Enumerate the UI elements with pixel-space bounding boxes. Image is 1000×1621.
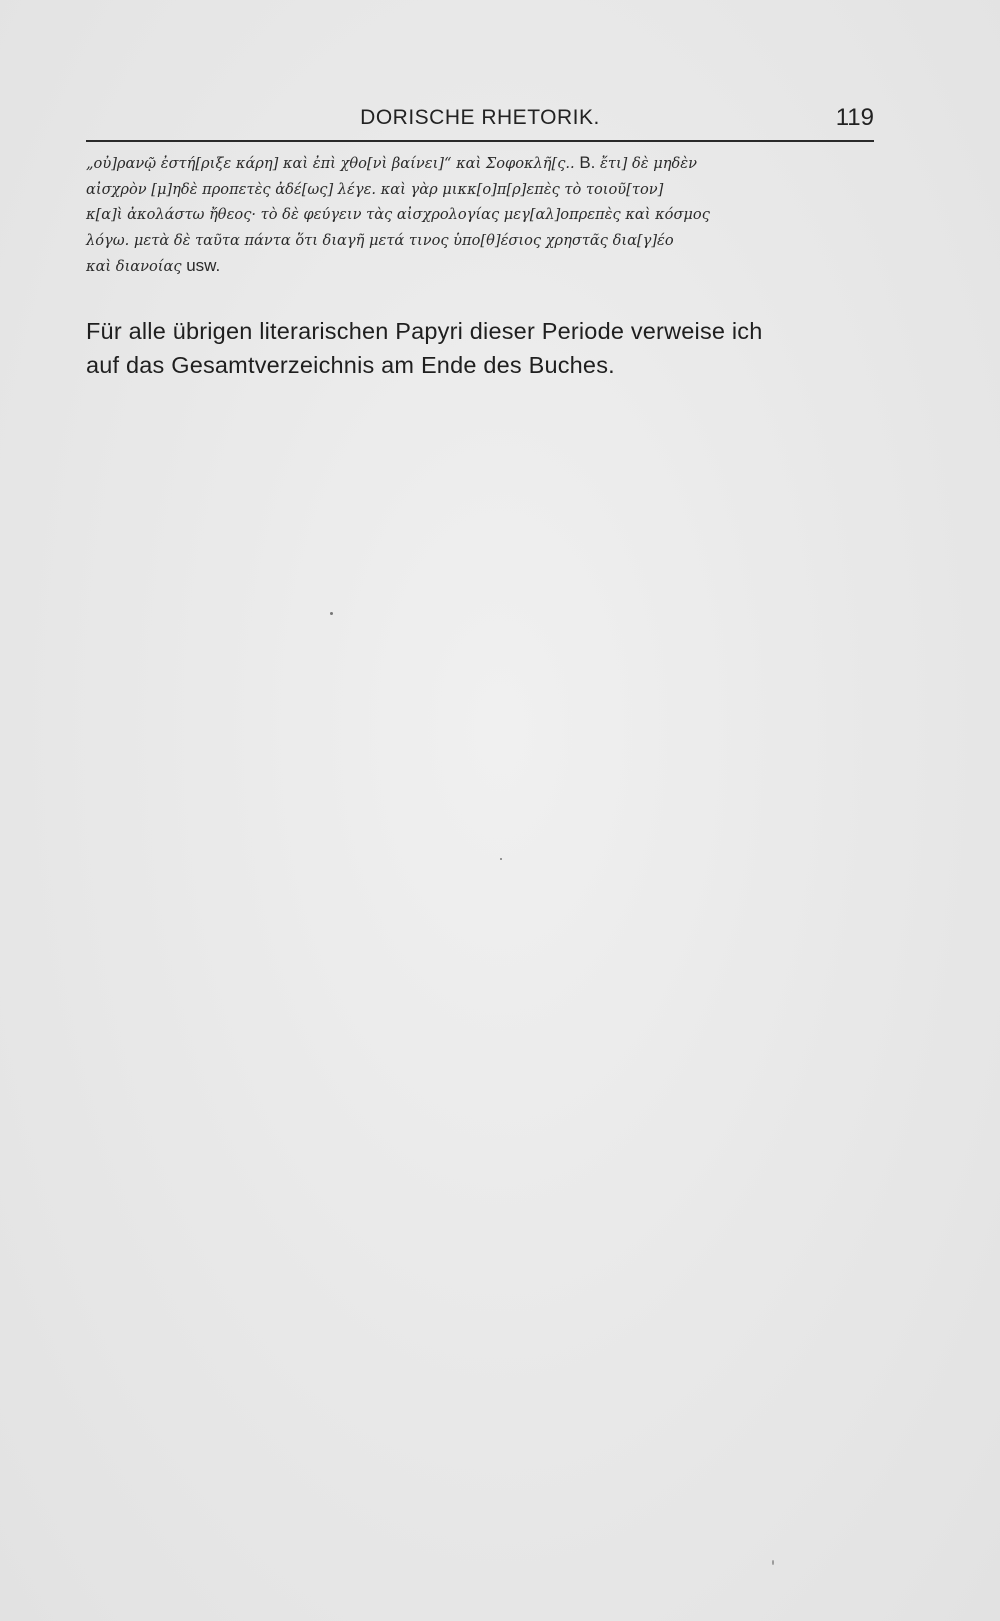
page-header	[86, 106, 874, 140]
greek-text: αἰσχρὸν [μ]ηδὲ προπετὲς ἀδέ[ως] λέγε. καὶ γὰρ μικκ[ο]π[ρ]επὲς τὸ τοιοῦ[τον]	[86, 180, 664, 198]
header-rule	[86, 140, 874, 142]
greek-line-1	[86, 150, 876, 177]
greek-line-4	[86, 228, 876, 254]
greek-text: ἔτι] δὲ μηδὲν	[595, 155, 697, 172]
paper-speck	[772, 1560, 774, 1565]
greek-text: καὶ διανοίας	[86, 258, 187, 275]
greek-line-2	[86, 177, 876, 203]
greek-quotation	[86, 150, 876, 280]
german-paragraph	[86, 314, 876, 382]
greek-line-5	[86, 253, 876, 280]
paper-speck	[330, 612, 333, 615]
greek-text: „οὐ]ρανῷ ἐστή[ριξε κάρη] καὶ ἐπὶ χθο[νὶ βαίνει]“ καὶ Σοφοκλῆ[ς..	[86, 155, 580, 172]
page-number: 119	[835, 104, 874, 131]
greek-text: λόγω. μετὰ δὲ ταῦτα πάντα ὅτι διαγῆ μετά τινος ὑπο[θ]έσιος χρηστᾶς δια[γ]έο	[86, 231, 674, 249]
running-title: DORISCHE RHETORIK.	[360, 106, 600, 129]
paper-speck	[500, 858, 502, 860]
greek-text: κ[α]ὶ ἀκολάστω ἤθεος· τὸ δὲ φεύγειν τὰς αἰσχρολογίας μεγ[αλ]οπρεπὲς καὶ κόσμος	[86, 206, 710, 223]
german-line-1: Für alle übrigen literarischen Papyri dieser Periode verweise ich	[86, 318, 763, 344]
manuscript-siglum: B.	[579, 153, 596, 172]
greek-line-3	[86, 202, 876, 228]
usw-abbreviation: usw.	[186, 256, 221, 275]
german-line-2: auf das Gesamtverzeichnis am Ende des Buches.	[86, 352, 615, 378]
